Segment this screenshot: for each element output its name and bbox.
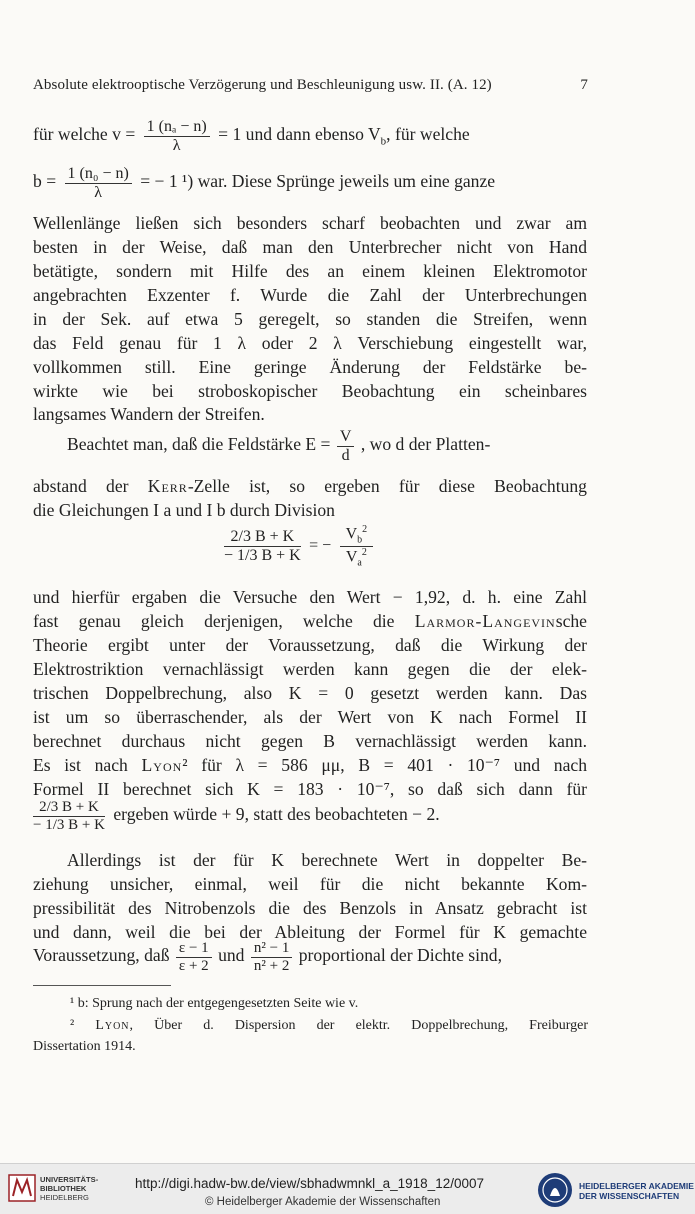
paragraph-line: berechnet durchaus nicht gegen B vernachlässigt werden kann. [33,731,587,751]
library-name-line: UNIVERSITÄTS- [40,1175,99,1184]
fraction-ratio [33,799,105,833]
paragraph-line: trischen Doppelbrechung, also K = 0 gesetzt werden kann. Das [33,683,587,703]
paragraph-line: angebrachten Exzenter f. Wurde die Zahl der Unterbrechungen [33,285,587,305]
fraction-denominator: n² + 2 [253,957,290,974]
fraction-numerator: 1 (n₀ − n) [65,165,132,184]
text-proportional: proportional der Dichte sind, [298,945,503,966]
running-header [33,77,588,94]
academy-name-line: HEIDELBERGER AKADEMIE [579,1181,694,1191]
subscript: a [357,557,362,569]
subscript-b: b [380,135,387,148]
text-fuer-welche-2: , für welche [386,124,470,145]
fraction-denominator: λ [94,183,103,201]
author-name-lyon: Lyon [95,1018,130,1033]
fraction-v [144,118,210,154]
division-equation [224,524,373,568]
paragraph-line: Elektrostriktion vernachlässigt werden kann gegen die der elek- [33,659,587,679]
paragraph-line: das Feld genau für 1 λ oder 2 λ Verschiebung eingestellt war, [33,333,587,353]
footnote-rule [33,985,171,986]
fraction-n-squared [251,940,292,974]
paragraph-line: und dann, weil die bei der Ableitung der Formel für K gemachte [33,922,587,942]
paragraph-line: wirkte wie bei stroboskopischer Beobachtung ein scheinbares [33,381,587,401]
superscript: 2 [361,546,367,558]
text-fuer-welche: für welche v = [33,124,136,145]
text-zelle: -Zelle ist, so ergeben für diese Beobachtung [187,476,587,496]
library-emblem-icon [8,1174,36,1202]
equation-left-fraction [224,528,301,564]
footnote-1: ¹ b: Sprung nach der entgegengesetzten Seite wie v. [70,996,359,1011]
footnote-text: , Über d. Dispersion der elektr. Doppelbrechung, Freiburger [129,1018,589,1033]
text-sche: sche [555,611,587,631]
fraction-denominator [340,547,374,569]
library-name-line: HEIDELBERG [40,1193,89,1202]
page-number: 7 [580,77,588,93]
fraction-numerator [340,524,374,547]
fraction-numerator: n² − 1 [251,940,292,958]
copyright-notice: © Heidelberger Akademie der Wissenschaften [205,1196,441,1208]
text-und-dann: = 1 und dann ebenso V [218,124,381,145]
equation-right-fraction [340,524,374,568]
fraction-epsilon [176,940,212,974]
academy-name [579,1181,694,1201]
subscript: b [357,534,363,546]
text-wo-d: , wo d der Platten- [360,434,491,455]
text-war: = − 1 ¹) war. Diese Sprünge jeweils um eine ganze [140,171,496,192]
text-ergeben-wuerde: ergeben würde + 9, statt des beobachteten − 2. [113,804,440,825]
paragraph-line: besten in der Weise, daß man den Unterbrecher nicht von Hand [33,237,587,257]
equals-minus: = − [309,537,332,555]
vb-symbol: V [345,525,358,543]
fraction-b [65,165,132,201]
paragraph-line: und hierfür ergaben die Versuche den Wert − 1,92, d. h. eine Zahl [33,587,587,607]
superscript: 2 [362,524,368,535]
formula-line-1 [33,118,470,154]
paragraph-line [33,476,587,497]
fraction-denominator: − 1/3 B + K [33,816,105,833]
paragraph-line [33,755,587,776]
fraction-denominator: ε + 2 [178,957,209,974]
paragraph-line: ziehung unsicher, einmal, weil für die nicht bekannte Kom- [33,874,587,894]
paragraph-line-dichte [33,940,502,974]
permalink-url[interactable]: http://digi.hadw-bw.de/view/sbhadwmnkl_a_1918_12/0007 [135,1176,484,1191]
fraction-numerator: V [337,428,355,447]
paragraph-line: Theorie ergibt unter der Voraussetzung, daß die Wirkung der [33,635,587,655]
paragraph-line: Wellenlänge ließen sich besonders scharf beobachten und zwar am [33,213,587,233]
paragraph-line: vollkommen still. Eine geringe Änderung der Feldstärke be- [33,357,587,377]
fraction-v-d [337,428,355,464]
fraction-numerator: 2/3 B + K [33,799,105,817]
fraction-numerator: 1 (nₐ − n) [144,118,210,137]
paragraph-line: die Gleichungen I a und I b durch Division [33,500,335,520]
library-name-line: BIBLIOTHEK [40,1184,87,1193]
footnote-2-continued: Dissertation 1914. [33,1039,136,1054]
text-beachtet: Beachtet man, daß die Feldstärke E = [67,434,331,455]
paragraph-line [33,611,587,632]
text-abstand: abstand der [33,476,129,496]
fraction-numerator: ε − 1 [176,940,212,958]
author-name-larmor-langevin: Larmor-Langevin [414,611,556,631]
text-voraussetzung: Voraussetzung, daß [33,945,170,966]
paragraph-line-fraction [33,799,440,833]
text-lambda-values: ² für λ = 586 μμ, B = 401 · 10⁻⁷ und nach [182,755,588,775]
text-es-ist-nach: Es ist nach [33,755,128,775]
fraction-denominator: λ [172,136,181,154]
paragraph-line: in der Sek. auf etwa 5 geregelt, so standen die Streifen, wenn [33,309,587,329]
academy-seal-icon [537,1172,573,1208]
viewer-footer [0,1163,695,1214]
footnote-marker: ² [70,1018,75,1033]
va-symbol: V [345,547,358,565]
text-b-equals: b = [33,171,57,192]
paragraph-line: pressibilität des Nitrobenzols die des Benzols in Ansatz gebracht ist [33,898,587,918]
fraction-numerator: 2/3 B + K [224,528,301,547]
text-und: und [218,945,245,966]
formula-line-2 [33,165,495,201]
fraction-denominator: d [341,446,350,464]
academy-name-line: DER WISSENSCHAFTEN [579,1191,680,1201]
paragraph-line: betätigte, sondern mit Hilfe des an einem kleinen Elektromotor [33,261,587,281]
paragraph-line: langsames Wandern der Streifen. [33,404,265,424]
author-name-kerr: Kerr [147,476,188,496]
author-name-lyon: Lyon [141,755,183,775]
paragraph-line: Allerdings ist der für K berechnete Wert in doppelter Be- [67,850,587,870]
paragraph-line-feldstaerke [67,428,490,464]
running-title: Absolute elektrooptische Verzögerung und Beschleunigung usw. II. (A. 12) [33,77,492,93]
paragraph-line: ist um so überraschender, als der Wert von K nach Formel II [33,707,587,727]
paragraph-line: Formel II berechnet sich K = 183 · 10⁻⁷, so daß sich dann für [33,779,587,799]
text-fast-genau: fast genau gleich derjenigen, welche die [33,611,395,631]
fraction-denominator: − 1/3 B + K [224,546,301,564]
library-name [40,1175,110,1202]
footnote-2 [70,1018,588,1034]
